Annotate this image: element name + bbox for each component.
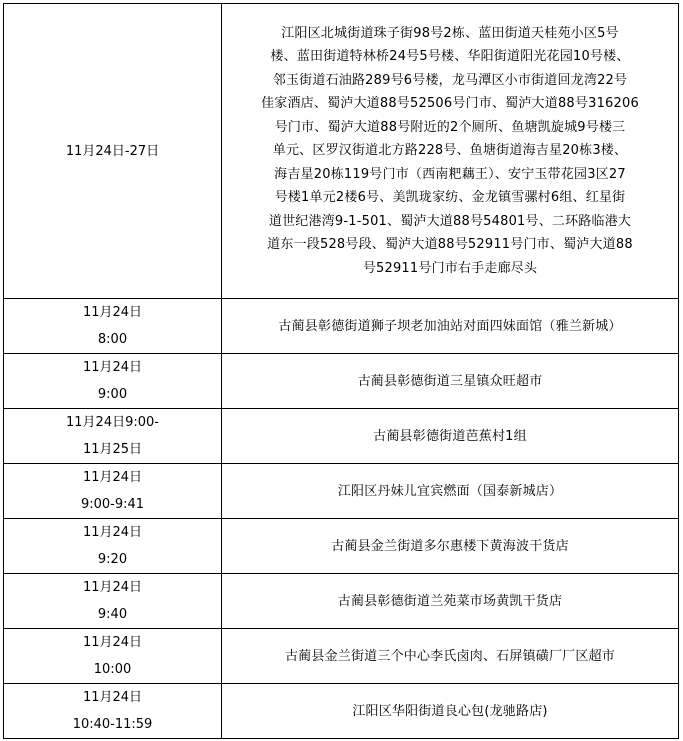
time-line: 10:40-11:59 (72, 717, 153, 732)
time-cell (4, 464, 222, 519)
place-line: 古蔺县彰德街道狮子坝老加油站对面四妹面馆（雅兰新城） (278, 318, 622, 334)
table-row (4, 4, 679, 299)
time-cell (4, 4, 222, 299)
time-cell (4, 519, 222, 574)
place-line: 道东一段528号段、蜀泸大道88号52911号门市、蜀泸大道88 (267, 237, 633, 253)
place-line: 号52911号门市右手走廊尽头 (362, 260, 538, 276)
place-line: 单元、区罗汉街道北方路228号、鱼塘街道海吉星20栋3楼、 (272, 143, 628, 159)
place-line: 号楼1单元2楼6号、美凯珑家纺、金龙镇雪骡村6组、红星街 (274, 190, 626, 206)
time-line: 11月24日 (82, 690, 143, 705)
place-line: 道世纪港湾9-1-501、蜀泸大道88号54801号、二环路临港大 (268, 213, 632, 229)
time-cell (4, 684, 222, 739)
place-line: 佳家酒店、蜀泸大道88号52506号门市、蜀泸大道88号316206 (261, 96, 639, 112)
table-row (4, 354, 679, 409)
place-line: 江阳区华阳街道良心包(龙驰路店) (352, 703, 548, 719)
table-row (4, 299, 679, 354)
place-cell (222, 464, 679, 519)
place-line: 号门市、蜀泸大道88号附近的2个厕所、鱼塘凯旋城9号楼三 (274, 119, 626, 135)
time-line: 11月24日 (82, 360, 143, 375)
time-cell (4, 409, 222, 464)
place-cell (222, 519, 679, 574)
time-cell (4, 574, 222, 629)
time-line: 9:20 (97, 552, 128, 567)
time-line: 11月24日 (82, 470, 143, 485)
place-cell (222, 354, 679, 409)
place-line: 海吉星20栋119号门市（西南粑藕王）、安宁玉带花园3区27 (274, 166, 626, 182)
place-line: 古蔺县金兰街道三个中心李氏卤肉、石屏镇磺厂厂区超市 (284, 648, 615, 664)
table-row (4, 629, 679, 684)
table-row (4, 464, 679, 519)
place-line: 古蔺县彰德街道芭蕉村1组 (373, 428, 527, 444)
place-line: 江阳区丹妹儿宜宾燃面（国泰新城店） (337, 483, 563, 499)
place-cell (222, 574, 679, 629)
time-line: 11月24日-27日 (65, 143, 160, 159)
place-line: 古蔺县彰德街道三星镇众旺超市 (357, 373, 543, 389)
time-line: 11月24日 (82, 525, 143, 540)
table-row (4, 409, 679, 464)
time-cell (4, 629, 222, 684)
place-cell (222, 299, 679, 354)
time-line: 10:00 (93, 662, 132, 677)
time-line: 11月24日 (82, 305, 143, 320)
time-cell (4, 354, 222, 409)
place-cell (222, 4, 679, 299)
time-line: 9:00 (97, 387, 128, 402)
place-line: 江阳区北城街道珠子街98号2栋、蓝田街道天桂苑小区5号 (281, 25, 619, 41)
time-line: 8:00 (97, 332, 128, 347)
time-line: 11月24日 (82, 635, 143, 650)
place-line: 古蔺县彰德街道兰苑菜市场黄凯干货店 (337, 593, 563, 609)
place-cell (222, 629, 679, 684)
table-row (4, 519, 679, 574)
time-line: 9:40 (97, 607, 128, 622)
table-row (4, 684, 679, 739)
place-line: 古蔺县金兰街道多尔惠楼下黄海波干货店 (331, 538, 569, 554)
time-line: 11月25日 (82, 442, 143, 457)
place-line: 楼、蓝田街道特林桥24号5号楼、华阳街道阳光花园10号楼、 (270, 49, 630, 65)
time-line: 11月24日 (82, 580, 143, 595)
place-line: 邻玉街道石油路289号6号楼，龙马潭区小市街道回龙湾22号 (272, 72, 628, 88)
place-cell (222, 684, 679, 739)
schedule-table (3, 3, 679, 739)
time-line: 9:00-9:41 (80, 497, 145, 512)
place-cell (222, 409, 679, 464)
table-row (4, 574, 679, 629)
time-line: 11月24日9:00- (66, 415, 159, 430)
time-cell (4, 299, 222, 354)
